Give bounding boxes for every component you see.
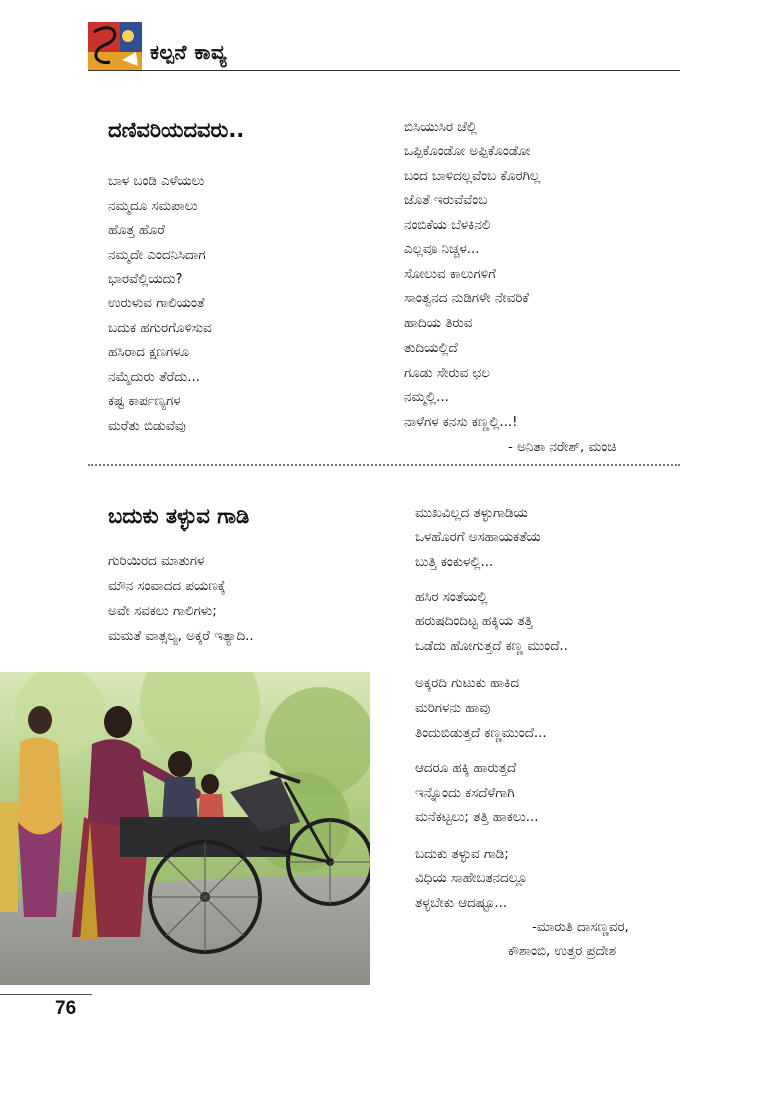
poem1-left-line: ಮರೆತು ಬಿಡುವೆವು <box>108 419 186 434</box>
poem1-left-line: ಕಷ್ಟ ಕಾರ್ಪಣ್ಯಗಳ <box>108 394 181 409</box>
poem1-right-line: ನಮ್ಮಲ್ಲಿ... <box>404 390 449 405</box>
poem1-right-line: ಬಿಸಿಯುಸಿರ ಚೆಲ್ಲಿ <box>404 120 477 135</box>
poem2-right-line: ಮರಿಗಳನು ಹಾವು <box>415 701 491 716</box>
poem2-title: ಬದುಕು ತಳ್ಳುವ ಗಾಡಿ <box>108 504 250 528</box>
poem2-right-line: ಬದುಕು ತಳ್ಳುವ ಗಾಡಿ; <box>415 847 509 862</box>
poem1-right-line: ತುದಿಯಲ್ಲಿದೆ <box>404 341 458 356</box>
poem2-author-place: ಕೌಶಾಂಬಿ, ಉತ್ತರ ಪ್ರದೇಶ <box>508 944 617 959</box>
poem2-right-line: ಹರುಷದಿಂದಿಟ್ಟ ಹಕ್ಕಿಯ ತತ್ತಿ <box>415 614 533 629</box>
page-number: 76 <box>55 998 77 1019</box>
poem1-left-line: ಭಾರವೆಲ್ಲಿಯದು? <box>108 272 183 287</box>
poem1-left-line: ಉರುಳುವ ಗಾಲಿಯಂತೆ <box>108 296 205 311</box>
poem1-left-line: ನಮ್ಮದೇ ಎಂದನಿಸಿದಾಗ <box>108 248 206 263</box>
section-divider <box>88 464 680 466</box>
poem2-right-line: ಹಸಿರ ಸಂತೆಯಲ್ಲಿ <box>415 590 488 605</box>
poem2-right-line: ತಳ್ಳಬೇಕು ಆದಷ್ಟೂ... <box>415 896 508 911</box>
poem2-right-line: ಇನ್ನೊಂದು ಕಸದೆಳೆಗಾಗಿ <box>415 786 515 801</box>
poem1-left-line: ಬಾಳ ಬಂಡಿ ಎಳೆಯಲು <box>108 174 205 189</box>
poem2-right-line: ಅಕ್ಕರದಿ ಗುಟುಕು ಹಾಕಿದ <box>415 676 520 691</box>
header-divider <box>88 70 680 71</box>
poem2-left-line: ಮಮತೆ ವಾತ್ಸಲ್ಯ, ಅಕ್ಕರೆ ಇತ್ಯಾದಿ.. <box>108 629 254 644</box>
poem2-right-line: ಮನೆಕಟ್ಟಲು; ತತ್ತಿ ಹಾಕಲು... <box>415 810 539 825</box>
poem2-left-line: ಗುರಿಯಿರದ ಮಾತುಗಳ <box>108 554 205 569</box>
poem1-right-line: ಒಪ್ಪಿಕೊಂಡೋ ಅಪ್ಪಿಕೊಂಡೋ <box>404 144 531 159</box>
poem1-right-line: ಜೊತೆ ಇರುವೆವೆಂಬ <box>404 193 488 208</box>
poem1-right-line: ಸಾಂತ್ವನದ ನುಡಿಗಳೇ ನೇವರಿಕೆ <box>404 291 529 306</box>
poem1-left-line: ನಮ್ಮದೂ ಸಮಪಾಲು <box>108 199 198 214</box>
poem1-right-line: ಬಂದ ಬಾಳಿದಲ್ಲವೆಂಬ ಕೊರಗಿಲ್ಲ <box>404 169 541 184</box>
poem1-right-line: ಹಾದಿಯ ತಿರುವ <box>404 316 473 331</box>
poem1-right-line: ಗೂಡು ಸೇರುವ ಛಲ <box>404 366 490 381</box>
poem2-right-line: ತಿಂದುಬಿಡುತ್ತದೆ ಕಣ್ಣಮುಂದೆ... <box>415 726 547 741</box>
poem1-left-line: ಹೊತ್ತ ಹೊರೆ <box>108 223 165 238</box>
poem1-right-line: ಎಲ್ಲವೂ ನಿಚ್ಚಳ... <box>404 242 480 257</box>
poem2-left-line: ಮೌನ ಸಂವಾದದ ಪಯಣಕ್ಕೆ <box>108 579 226 594</box>
poem1-right-line: ನಂಬಿಕೆಯ ಬೆಳಕಿನಲಿ <box>404 218 491 233</box>
poem2-right-line: ಬುತ್ತಿ ಕಂಕುಳಲ್ಲಿ... <box>415 555 494 570</box>
poem1-author: - ಅನಿತಾ ನರೇಶ್, ಮಂಚಿ <box>508 440 617 455</box>
footer-divider <box>0 994 92 995</box>
poem2-right-line: ಮುಖವಿಲ್ಲದ ತಳ್ಳುಗಾಡಿಯ <box>415 506 528 521</box>
poem1-title: ದಣಿವರಿಯದವರು.. <box>108 118 245 142</box>
poem1-left-line: ಹಸಿರಾದ ಕ್ಷಣಗಳೂ <box>108 345 189 360</box>
poem2-right-line: ವಿಧಿಯ ಸಾಹೇಬತನದಲ್ಲೂ <box>415 871 528 886</box>
poem2-author-name: -ಮಾರುತಿ ದಾಸಣ್ಣವರ, <box>532 920 629 935</box>
magazine-logo <box>88 22 142 70</box>
poem1-right-line: ನಾಳೆಗಳ ಕನಸು ಕಣ್ಣಲ್ಲಿ...! <box>404 415 518 430</box>
poem2-left-line: ಅವೇ ಸವಕಲು ಗಾಲಿಗಳು; <box>108 604 217 619</box>
poem2-right-line: ಆದರೂ ಹಕ್ಕಿ ಹಾರುತ್ತದೆ <box>415 761 517 776</box>
photo-cart-pushers <box>0 672 370 985</box>
poem1-right-line: ಸೋಲುವ ಕಾಲುಗಳಿಗೆ <box>404 267 496 282</box>
header-title: ಕಲ್ಪನೆ ಕಾವ್ಯ <box>150 40 228 64</box>
poem1-left-line: ನಮ್ಮೆದುರು ತೆರೆದು... <box>108 370 200 385</box>
poem2-right-line: ಒಳಹೊರಗೆ ಅಸಹಾಯಕತೆಯ <box>415 530 541 545</box>
poem1-left-line: ಬದುಕ ಹಗುರಗೊಳಿಸುವ <box>108 321 212 336</box>
poem2-right-line: ಒಡೆದು ಹೋಗುತ್ತದೆ ಕಣ್ಣ ಮುಂದೆ.. <box>415 639 568 654</box>
